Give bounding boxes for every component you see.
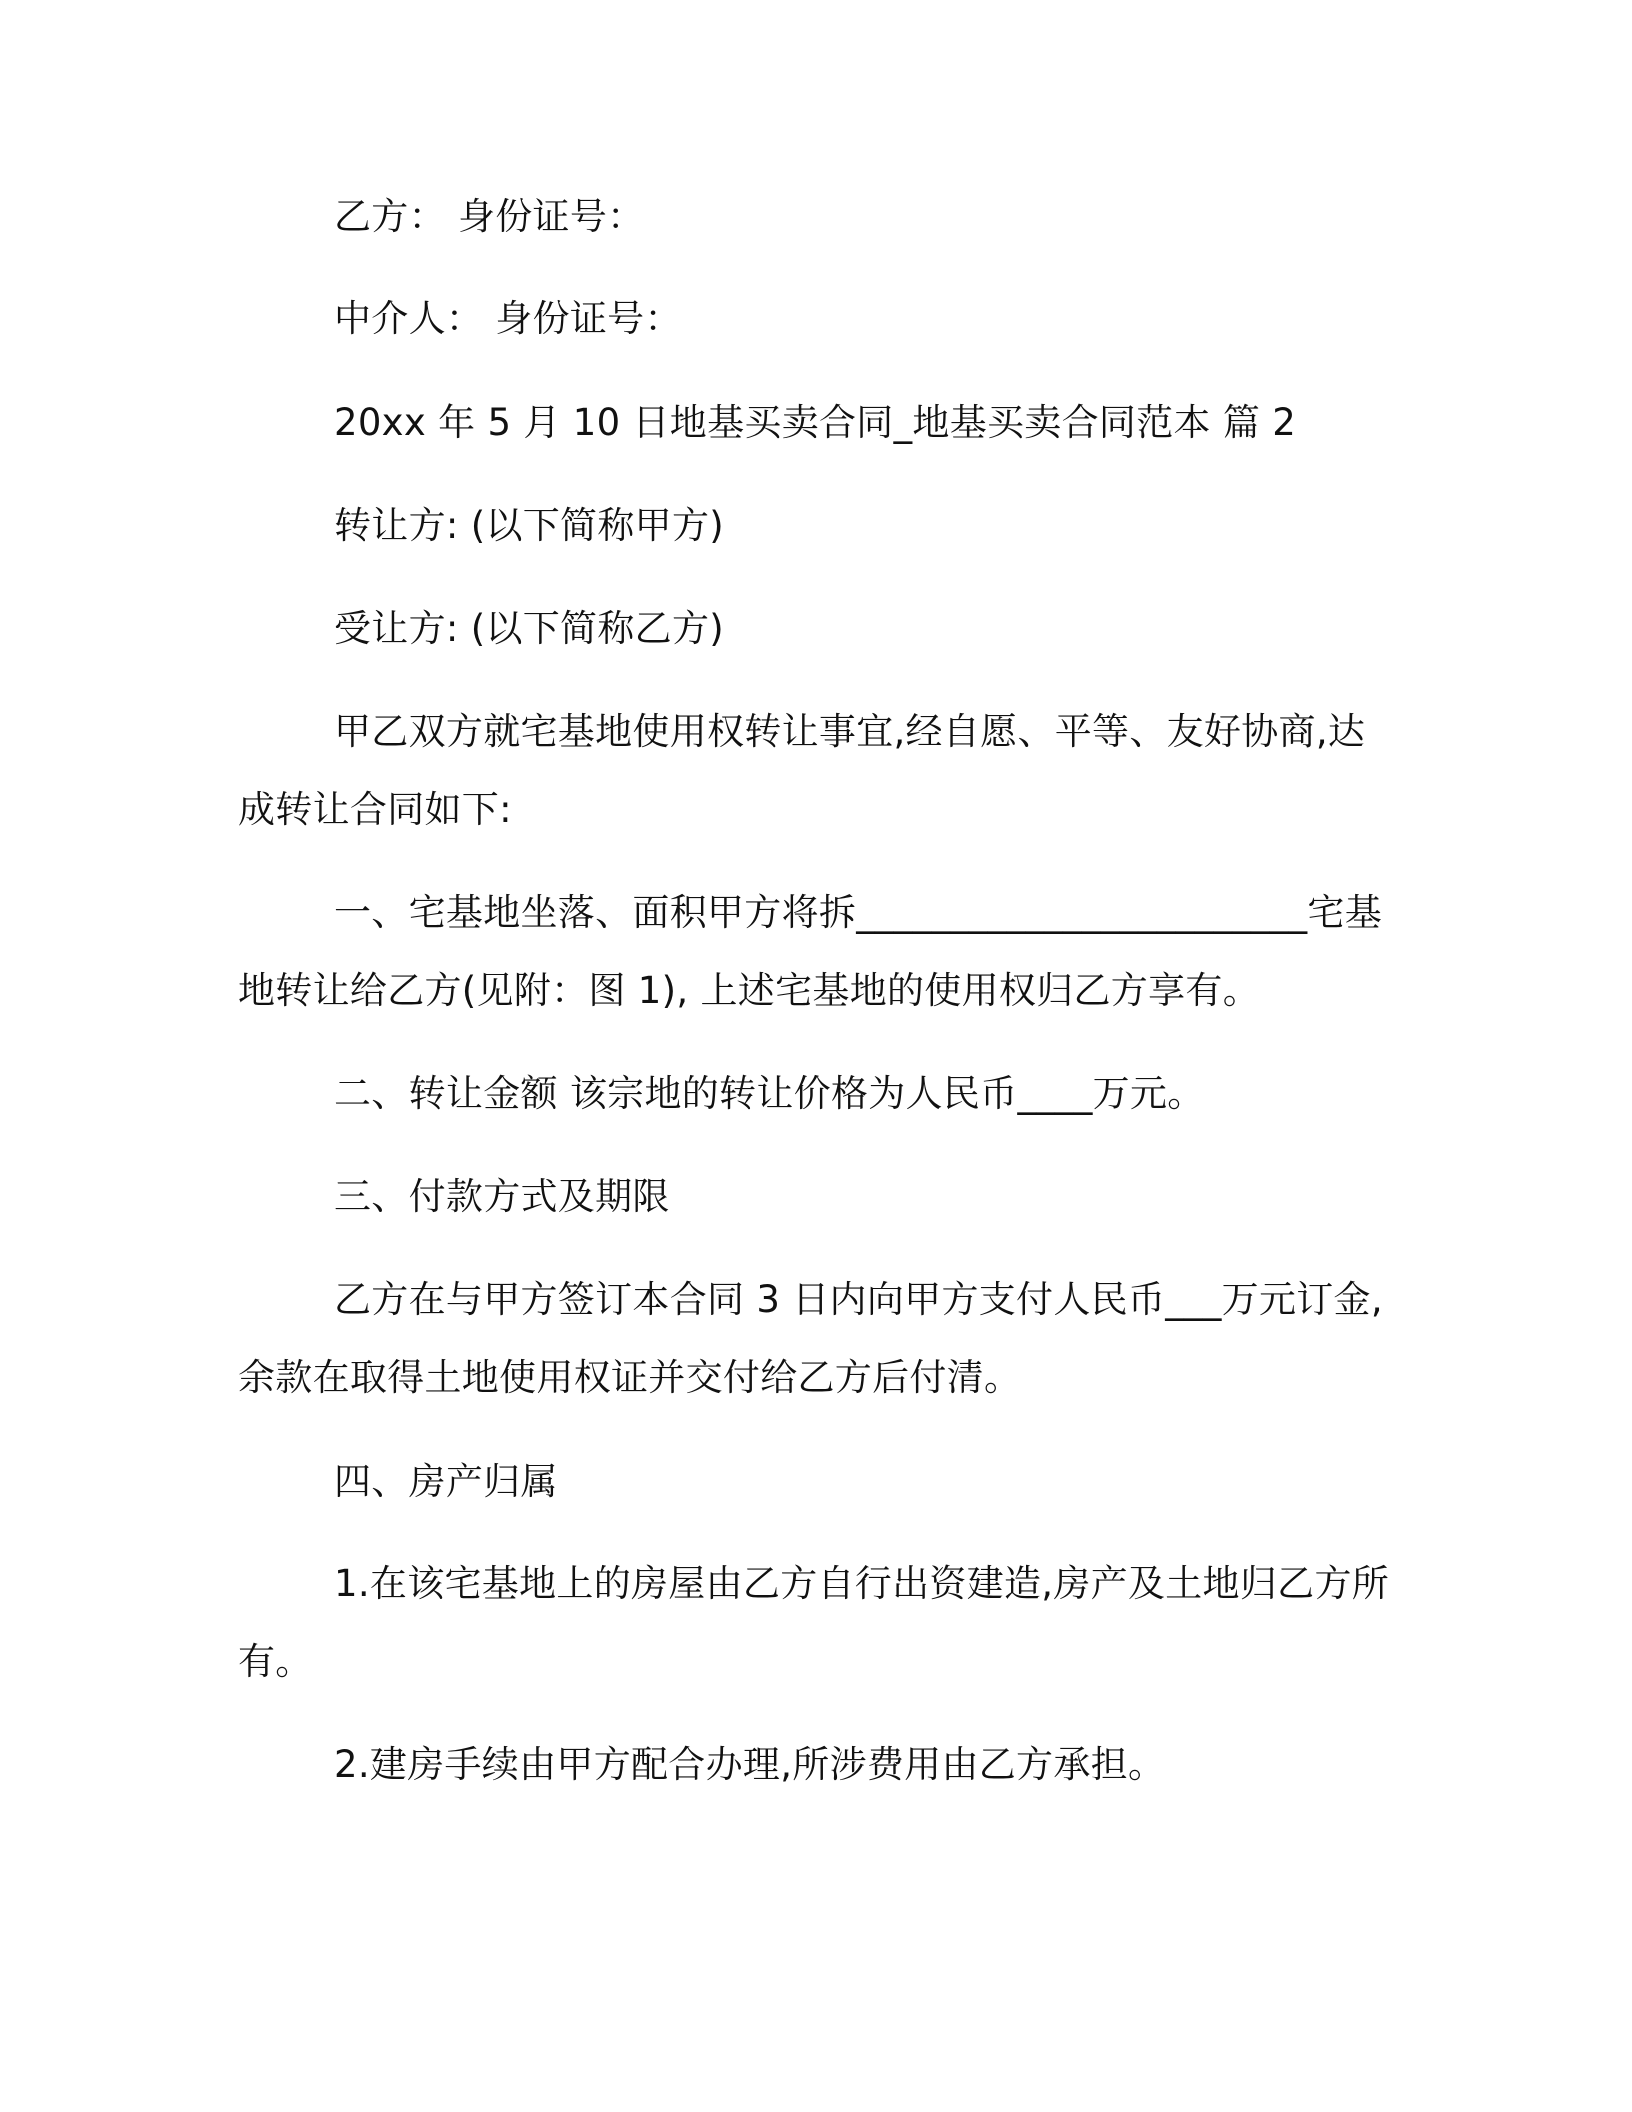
transferor-line: 转让方: (以下简称甲方): [334, 504, 724, 547]
transferee-line: 受让方: (以下简称乙方): [334, 607, 724, 650]
clause-2-transfer-amount: 二、转让金额 该宗地的转让价格为人民币____万元。: [334, 1072, 1205, 1115]
clause-1-location-area: 一、宅基地坐落、面积甲方将拆________________________宅基地转让给乙方(见附：图 1), 上述宅基地的使用权归乙方享有。: [238, 891, 1382, 1012]
payment-terms-paragraph: 乙方在与甲方签订本合同 3 日内向甲方支付人民币___万元订金,余款在取得土地使用权证并交付给乙方后付清。: [238, 1278, 1383, 1399]
contract-heading: 20xx 年 5 月 10 日地基买卖合同_地基买卖合同范本 篇 2: [334, 401, 1297, 444]
property-ownership-item-1: 1.在该宅基地上的房屋由乙方自行出资建造,房产及土地归乙方所有。: [238, 1562, 1390, 1683]
party-b-id-line: 乙方： 身份证号：: [334, 195, 645, 238]
intermediary-id-line: 中介人： 身份证号：: [334, 297, 682, 340]
clause-4-heading: 四、房产归属: [334, 1460, 558, 1503]
property-ownership-item-2: 2.建房手续由甲方配合办理,所涉费用由乙方承担。: [334, 1743, 1166, 1786]
clause-3-heading: 三、付款方式及期限: [334, 1175, 670, 1218]
preamble-paragraph: 甲乙双方就宅基地使用权转让事宜,经自愿、平等、友好协商,达成转让合同如下:: [238, 710, 1366, 831]
